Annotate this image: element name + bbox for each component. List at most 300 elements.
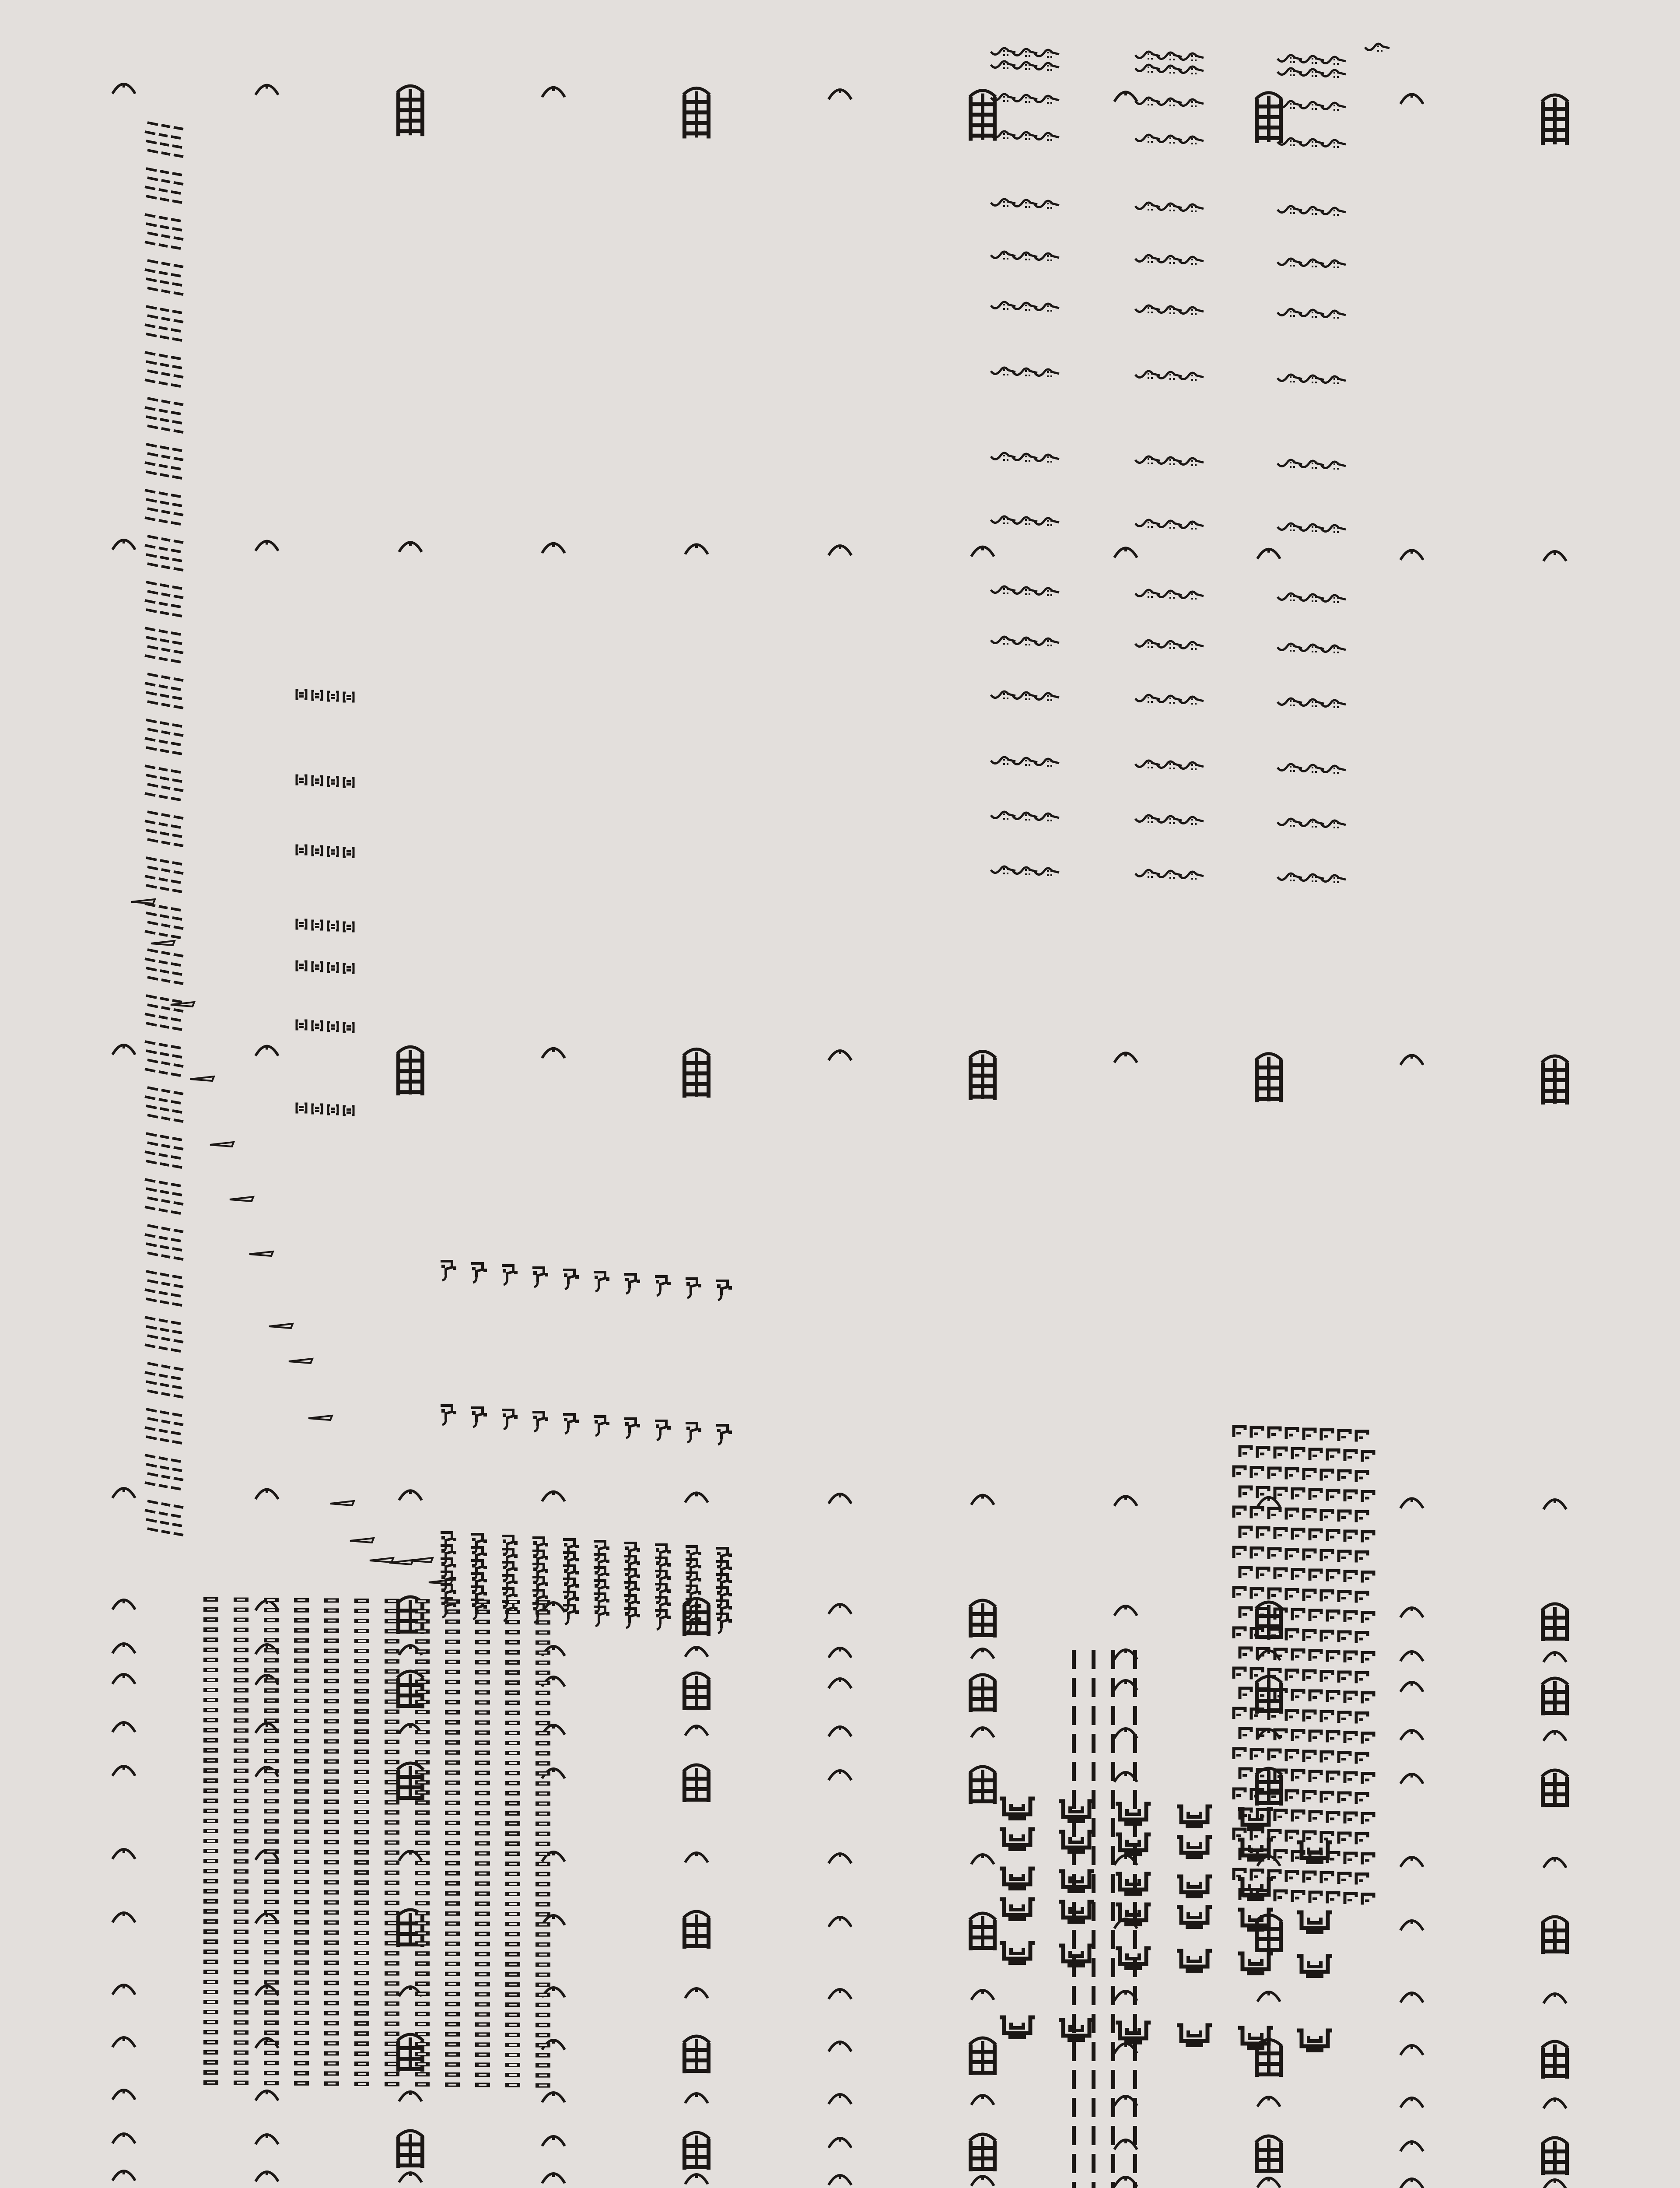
block-glyph <box>385 1710 399 1714</box>
block-glyph <box>294 1809 309 1814</box>
hook-glyph <box>441 1406 456 1425</box>
wave-glyph <box>1135 255 1160 263</box>
block-glyph <box>475 1861 490 1865</box>
dash-stroke-glyph <box>146 1244 182 1250</box>
block-glyph <box>294 1991 309 1995</box>
step-glyph <box>1356 1673 1368 1683</box>
hook-glyph <box>441 1546 456 1565</box>
block-glyph <box>203 2060 218 2065</box>
bracket-glyph <box>297 961 306 970</box>
hook-glyph <box>563 1605 579 1624</box>
block-glyph <box>385 2032 399 2036</box>
hook-glyph <box>563 1414 579 1434</box>
step-glyph <box>1234 1749 1245 1759</box>
wave-glyph <box>1035 693 1059 701</box>
block-glyph <box>203 1748 218 1753</box>
block-glyph <box>264 1809 279 1813</box>
block-glyph <box>324 1809 339 1814</box>
arc-glyph <box>829 1051 851 1060</box>
block-glyph <box>445 1801 460 1805</box>
block-glyph <box>203 1658 218 1662</box>
dash-stroke-glyph <box>146 472 182 478</box>
wave-glyph <box>1299 524 1324 532</box>
block-glyph <box>536 2023 550 2027</box>
wave-glyph <box>1299 102 1324 110</box>
block-glyph <box>445 1932 460 1936</box>
block-glyph <box>264 1698 279 1703</box>
bracket-glyph <box>344 778 354 787</box>
dash-stroke-glyph <box>147 922 183 929</box>
wave-glyph <box>1135 52 1160 60</box>
cup-glyph <box>1000 2017 1035 2039</box>
step-glyph <box>1362 1814 1374 1824</box>
block-glyph <box>505 1600 520 1604</box>
dash-stroke-glyph <box>147 150 183 157</box>
block-glyph <box>234 1970 248 1974</box>
block-glyph <box>475 1901 490 1906</box>
wave-glyph <box>1299 259 1324 267</box>
step-glyph <box>1304 1711 1315 1722</box>
block-glyph <box>234 1759 248 1763</box>
arc-glyph <box>112 2037 135 2047</box>
step-glyph <box>1292 1771 1304 1781</box>
block-glyph <box>475 1922 490 1926</box>
block-glyph <box>354 1810 369 1814</box>
block-glyph <box>505 2002 520 2007</box>
block-glyph <box>536 1641 550 1645</box>
block-glyph <box>203 2070 218 2075</box>
block-glyph <box>475 1821 490 1825</box>
wave-glyph <box>1013 867 1037 875</box>
block-glyph <box>445 1700 460 1704</box>
block-glyph <box>536 1852 550 1856</box>
block-glyph <box>536 1731 550 1736</box>
step-glyph <box>1310 1771 1321 1782</box>
hook-glyph <box>441 1261 456 1280</box>
step-glyph <box>1286 1509 1298 1520</box>
block-glyph <box>324 1598 339 1602</box>
dash-stroke-glyph <box>146 1271 182 1278</box>
step-glyph <box>1339 1551 1350 1562</box>
dash-stroke-glyph <box>146 610 182 616</box>
block-glyph <box>264 1648 279 1652</box>
block-glyph <box>415 1911 430 1915</box>
arc-glyph <box>1400 2045 1423 2055</box>
block-glyph <box>445 1851 460 1855</box>
arc-glyph <box>1400 1608 1423 1617</box>
block-glyph <box>505 1841 520 1846</box>
dash-stroke-glyph <box>147 1060 183 1066</box>
block-glyph <box>354 1760 369 1764</box>
wave-glyph <box>1299 375 1324 383</box>
block-glyph <box>264 1618 279 1622</box>
block-glyph <box>385 1599 399 1603</box>
wave-glyph <box>1157 66 1182 74</box>
block-glyph <box>475 2032 490 2037</box>
step-glyph <box>1310 1610 1321 1621</box>
wave-glyph <box>1179 522 1204 529</box>
arc-glyph <box>112 1600 135 1609</box>
block-glyph <box>354 1780 369 1784</box>
arc-glyph <box>1400 1498 1423 1508</box>
block-glyph <box>475 2083 490 2087</box>
wave-glyph <box>1035 638 1059 646</box>
dash-stroke-glyph <box>146 968 182 975</box>
block-glyph <box>264 2051 279 2055</box>
step-glyph <box>1362 1693 1374 1704</box>
block-glyph <box>445 1650 460 1654</box>
block-glyph <box>324 1900 339 1904</box>
block-glyph <box>203 2050 218 2055</box>
wave-glyph <box>1035 63 1059 71</box>
block-glyph <box>203 1597 218 1602</box>
step-glyph <box>1321 1551 1333 1561</box>
block-glyph <box>445 2062 460 2067</box>
arc-glyph <box>399 542 422 552</box>
wave-glyph <box>1013 758 1037 766</box>
block-glyph <box>234 1900 248 1904</box>
block-glyph <box>234 1930 248 1934</box>
step-glyph <box>1310 1812 1321 1822</box>
step-glyph <box>1304 1872 1315 1883</box>
dash-stroke-glyph <box>145 1014 181 1020</box>
cup-glyph <box>1177 2025 1212 2047</box>
block-glyph <box>264 1708 279 1713</box>
block-glyph <box>445 1730 460 1735</box>
wave-glyph <box>991 637 1015 645</box>
ladder-glyph <box>1255 1054 1283 1102</box>
wave-glyph <box>1278 259 1302 266</box>
block-glyph <box>203 1607 218 1612</box>
dash-stroke-glyph <box>146 885 182 892</box>
block-glyph <box>264 1739 279 1743</box>
block-glyph <box>445 1982 460 1986</box>
pennant-glyph <box>330 1501 354 1505</box>
arc-glyph <box>1257 549 1280 559</box>
block-glyph <box>203 1899 218 1904</box>
block-glyph <box>385 1861 399 1865</box>
block-glyph <box>385 1629 399 1634</box>
block-glyph <box>536 1671 550 1675</box>
block-glyph <box>475 2012 490 2016</box>
step-glyph <box>1339 1793 1350 1803</box>
wave-glyph <box>1278 460 1302 468</box>
arc-glyph <box>1400 1993 1423 2002</box>
hook-glyph <box>532 1551 548 1570</box>
step-glyph <box>1269 1549 1280 1559</box>
block-glyph <box>203 1869 218 1873</box>
wave-glyph <box>991 368 1015 375</box>
wave-glyph <box>1013 587 1037 595</box>
block-glyph <box>445 1609 460 1614</box>
block-glyph <box>505 1892 520 1896</box>
block-glyph <box>324 1689 339 1693</box>
block-glyph <box>475 1791 490 1795</box>
ladder-glyph <box>1255 2136 1283 2173</box>
bracket-glyph <box>328 777 338 786</box>
arc-glyph <box>685 2093 708 2103</box>
block-glyph <box>536 1882 550 1886</box>
block-glyph <box>203 2080 218 2085</box>
block-glyph <box>354 1689 369 1694</box>
block-glyph <box>415 1649 430 1654</box>
block-glyph <box>234 1708 248 1713</box>
step-glyph <box>1339 1632 1350 1642</box>
block-glyph <box>324 2031 339 2035</box>
step-glyph <box>1327 1652 1339 1662</box>
block-glyph <box>445 1891 460 1896</box>
block-glyph <box>536 1983 550 1987</box>
block-glyph <box>505 1701 520 1705</box>
block-glyph <box>505 1912 520 1916</box>
step-glyph <box>1234 1427 1245 1437</box>
block-glyph <box>505 1690 520 1695</box>
dash-stroke-glyph <box>146 1106 182 1112</box>
wave-glyph <box>1013 303 1037 311</box>
block-glyph <box>385 1740 399 1744</box>
block-glyph <box>294 1749 309 1753</box>
block-glyph <box>445 1760 460 1765</box>
block-glyph <box>385 1790 399 1795</box>
block-glyph <box>203 2020 218 2024</box>
block-glyph <box>505 1731 520 1735</box>
step-glyph <box>1327 1531 1339 1541</box>
block-glyph <box>264 1628 279 1632</box>
cup-glyph <box>1177 1951 1212 1973</box>
block-glyph <box>505 1872 520 1876</box>
block-glyph <box>203 1688 218 1692</box>
pennant-glyph <box>131 899 155 904</box>
block-glyph <box>415 1599 430 1603</box>
block-glyph <box>264 2061 279 2065</box>
hook-glyph <box>716 1601 732 1620</box>
block-glyph <box>505 2023 520 2027</box>
step-glyph <box>1234 1628 1245 1638</box>
hook-glyph <box>594 1541 609 1560</box>
dash-stroke-glyph <box>147 674 183 680</box>
block-glyph <box>415 1931 430 1936</box>
step-glyph <box>1240 1729 1251 1739</box>
hook-glyph <box>563 1553 579 1572</box>
step-glyph <box>1292 1610 1304 1620</box>
hook-glyph <box>655 1545 671 1564</box>
step-glyph <box>1304 1751 1315 1762</box>
block-glyph <box>505 1670 520 1675</box>
block-glyph <box>234 2030 248 2035</box>
step-glyph <box>1251 1830 1263 1841</box>
block-glyph <box>385 1951 399 1956</box>
arc-glyph <box>112 1766 135 1776</box>
wave-glyph <box>991 691 1015 699</box>
block-glyph <box>505 1811 520 1816</box>
step-glyph <box>1251 1870 1263 1881</box>
block-glyph <box>203 1919 218 1924</box>
arc-glyph <box>1400 1730 1423 1740</box>
ladder-glyph <box>969 2134 997 2171</box>
arc-glyph <box>829 1854 851 1863</box>
block-glyph <box>234 1749 248 1753</box>
block-glyph <box>505 1992 520 1997</box>
dash-stroke-glyph <box>145 1152 181 1158</box>
step-glyph <box>1269 1468 1280 1479</box>
step-glyph <box>1286 1751 1298 1761</box>
block-glyph <box>203 1849 218 1853</box>
block-glyph <box>536 1761 550 1766</box>
block-glyph <box>264 1869 279 1874</box>
block-glyph <box>536 1711 550 1715</box>
wave-glyph <box>1013 49 1037 57</box>
step-glyph <box>1304 1510 1315 1520</box>
block-glyph <box>536 1922 550 1927</box>
dash-stroke-glyph <box>145 463 181 469</box>
block-glyph <box>505 1660 520 1665</box>
step-glyph <box>1339 1712 1350 1723</box>
block-glyph <box>415 1981 430 1986</box>
wave-glyph <box>1179 762 1204 770</box>
wave-glyph <box>1035 868 1059 876</box>
block-glyph <box>264 1839 279 1844</box>
block-glyph <box>536 2053 550 2058</box>
step-glyph <box>1345 1692 1356 1703</box>
wave-glyph <box>1135 640 1160 648</box>
block-glyph <box>445 1740 460 1745</box>
block-glyph <box>385 1981 399 1986</box>
dash-stroke-glyph <box>147 839 183 846</box>
block-glyph <box>294 2081 309 2086</box>
block-glyph <box>445 2052 460 2057</box>
block-glyph <box>445 1811 460 1815</box>
wave-glyph <box>1135 98 1160 105</box>
block-glyph <box>264 1910 279 1914</box>
block-glyph <box>505 2083 520 2087</box>
block-glyph <box>354 1900 369 1905</box>
bracket-glyph <box>328 1105 338 1114</box>
block-glyph <box>324 2051 339 2055</box>
block-glyph <box>203 2040 218 2044</box>
wave-glyph <box>1278 206 1302 214</box>
block-glyph <box>324 2021 339 2025</box>
dash-stroke-glyph <box>146 1299 182 1305</box>
block-glyph <box>505 1620 520 1624</box>
dash-stroke-glyph <box>145 352 181 359</box>
block-glyph <box>324 1669 339 1673</box>
step-glyph <box>1345 1652 1356 1662</box>
block-glyph <box>505 1962 520 1967</box>
dash-stroke-glyph <box>147 288 183 295</box>
arc-glyph <box>829 90 851 99</box>
block-glyph <box>385 1851 399 1855</box>
hook-glyph <box>655 1597 671 1616</box>
block-glyph <box>475 1710 490 1715</box>
block-glyph <box>354 2072 369 2076</box>
block-glyph <box>415 1730 430 1734</box>
bar-glyph <box>1133 1650 1137 2188</box>
hook-glyph <box>624 1582 640 1602</box>
block-glyph <box>324 1830 339 1834</box>
block-glyph <box>294 1759 309 1764</box>
dash-stroke-glyph <box>145 1207 181 1213</box>
block-glyph <box>294 1900 309 1904</box>
ladder-glyph <box>1541 2041 1569 2079</box>
step-glyph <box>1321 1470 1333 1481</box>
block-glyph <box>415 1690 430 1694</box>
dash-stroke-glyph <box>147 784 183 791</box>
block-glyph <box>536 1862 550 1866</box>
step-glyph <box>1356 1713 1368 1724</box>
hook-glyph <box>594 1272 609 1291</box>
wave-glyph <box>1179 99 1204 107</box>
block-glyph <box>415 1760 430 1764</box>
step-glyph <box>1251 1508 1263 1518</box>
block-glyph <box>415 1700 430 1704</box>
block-glyph <box>234 1739 248 1743</box>
arc-glyph <box>399 2173 422 2182</box>
wave-glyph <box>1278 698 1302 706</box>
block-glyph <box>203 1637 218 1642</box>
block-glyph <box>203 1668 218 1672</box>
arc-glyph <box>112 2090 135 2100</box>
hook-glyph <box>716 1281 732 1300</box>
wave-glyph <box>1299 645 1324 652</box>
arc-glyph <box>112 1913 135 1922</box>
block-glyph <box>385 1609 399 1613</box>
dash-stroke-glyph <box>146 1519 182 1526</box>
block-glyph <box>294 2031 309 2035</box>
dash-stroke-glyph <box>147 1280 183 1287</box>
step-glyph <box>1321 1430 1333 1441</box>
ladder-glyph <box>682 88 710 138</box>
step-glyph <box>1310 1731 1321 1742</box>
block-glyph <box>203 1889 218 1893</box>
block-glyph <box>445 1771 460 1775</box>
block-glyph <box>536 1630 550 1635</box>
block-glyph <box>203 1859 218 1863</box>
step-glyph <box>1362 1653 1374 1663</box>
dash-stroke-glyph <box>146 499 182 506</box>
block-glyph <box>294 1789 309 1794</box>
arc-glyph <box>1544 1994 1566 2003</box>
block-glyph <box>234 1890 248 1894</box>
block-glyph <box>354 1750 369 1754</box>
block-glyph <box>505 1862 520 1866</box>
block-glyph <box>264 1829 279 1834</box>
block-glyph <box>536 2003 550 2007</box>
step-glyph <box>1304 1590 1315 1601</box>
block-glyph <box>324 1709 339 1713</box>
arc-glyph <box>1544 1858 1566 1868</box>
block-glyph <box>324 2001 339 2005</box>
dash-stroke-glyph <box>146 1382 182 1388</box>
dash-stroke-glyph <box>145 187 181 193</box>
cup-glyph <box>1177 1806 1212 1828</box>
block-glyph <box>264 1638 279 1642</box>
step-glyph <box>1310 1570 1321 1581</box>
block-glyph <box>324 1729 339 1733</box>
step-glyph <box>1269 1428 1280 1438</box>
block-glyph <box>264 1970 279 1974</box>
arc-glyph <box>112 1674 135 1684</box>
block-glyph <box>354 1709 369 1714</box>
block-glyph <box>324 1850 339 1854</box>
block-glyph <box>203 2010 218 2014</box>
block-glyph <box>536 1741 550 1746</box>
block-glyph <box>415 2052 430 2056</box>
dash-stroke-glyph <box>145 1372 181 1379</box>
block-glyph <box>294 2071 309 2076</box>
block-glyph <box>354 2051 369 2056</box>
block-glyph <box>415 1609 430 1613</box>
arc-glyph <box>829 1679 851 1688</box>
